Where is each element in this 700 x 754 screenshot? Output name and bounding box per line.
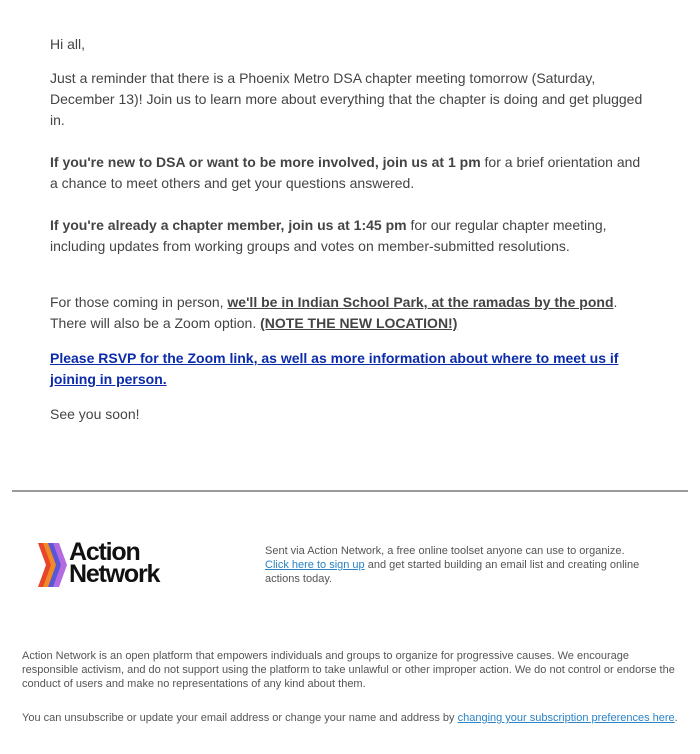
new-members-details: for a brief orientation and a chance to meet others and get your questions answered. <box>50 154 641 191</box>
members-paragraph <box>50 215 650 257</box>
logo-wordmark <box>69 538 160 588</box>
location-place: we'll be in Indian School Park, at the ramadas by the pond <box>227 294 614 310</box>
sent-via-text <box>265 544 640 586</box>
disclaimer: Action Network is an open platform that empowers individuals and groups to organize for progressive causes. We encourage responsible activism, and do not support using the platform to take unlawful or other improper action. We do not control or endorse the conduct of users and make no representations of any kind about them. <box>22 650 675 690</box>
location-intro: For those coming in person, <box>50 294 228 310</box>
location-after: . There will also be a Zoom option. <box>50 294 618 331</box>
location-note: (NOTE THE NEW LOCATION!) <box>260 315 458 331</box>
divider <box>12 490 688 492</box>
signup-link[interactable]: Click here to sign up <box>265 559 365 571</box>
sent-via-rest: and get started building an email list and creating online actions today. <box>265 559 640 585</box>
reminder-text: Just a reminder that there is a Phoenix Metro DSA chapter meeting tomorrow (Saturday, December 13) <box>50 70 596 107</box>
members-time: If you're already a chapter member, join us at 1:45 pm <box>50 217 407 233</box>
reminder-paragraph <box>50 68 650 131</box>
action-network-logo[interactable] <box>38 538 198 591</box>
unsubscribe-end: . <box>674 712 678 724</box>
subscription-preferences-link[interactable]: changing your subscription preferences here <box>457 712 675 724</box>
rsvp-link[interactable]: Please RSVP for the Zoom link, as well as more information about where to meet us if joining in person. <box>50 350 619 387</box>
location-paragraph <box>50 292 650 334</box>
new-members-paragraph <box>50 152 650 194</box>
unsubscribe-text <box>22 711 688 725</box>
greeting: Hi all, <box>50 36 86 52</box>
unsubscribe-intro: You can unsubscribe or update your email address or change your name and address by <box>22 712 458 724</box>
logo-line1: Action <box>69 538 140 566</box>
rsvp-paragraph <box>50 348 650 390</box>
logo-line2: Network <box>69 560 160 588</box>
closing: See you soon! <box>50 406 140 422</box>
reminder-exclaim: ! Join us to learn more about everything that the chapter is doing and get plugged in. <box>50 91 643 128</box>
new-members-time: If you're new to DSA or want to be more involved, join us at 1 pm <box>50 154 481 170</box>
members-details: for our regular chapter meeting, including updates from working groups and votes on member-submitted resolutions. <box>50 217 607 254</box>
sent-via-intro: Sent via Action Network, a free online toolset anyone can use to organize. <box>265 545 625 557</box>
action-network-chevrons-icon <box>38 543 68 587</box>
